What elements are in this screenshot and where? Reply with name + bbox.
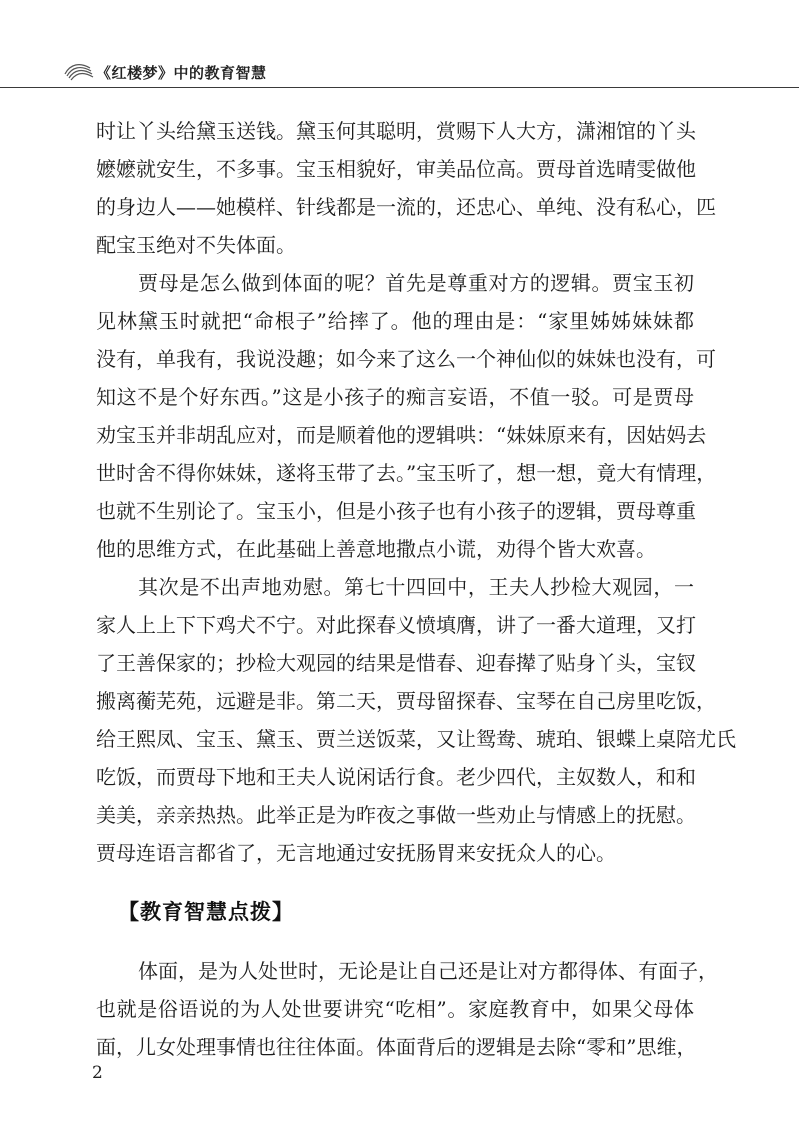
section-heading: 【教育智慧点拨】 bbox=[118, 900, 294, 924]
text-line: 家人上上下下鸡犬不宁。对此探春义愤填膺，讲了一番大道理，又打 bbox=[96, 613, 696, 637]
text-line: 贾母连语言都省了，无言地通过安抚肠胃来安抚众人的心。 bbox=[96, 841, 616, 865]
text-line: 面，儿女处理事情也往往体面。体面背后的逻辑是去除“零和”思维， bbox=[96, 1035, 697, 1059]
text-line: 其次是不出声地劝慰。第七十四回中，王夫人抄检大观园，一 bbox=[138, 575, 694, 599]
text-line: 的身边人——她模样、针线都是一流的，还忠心、单纯、没有私心，匹 bbox=[96, 195, 716, 219]
page-number: 2 bbox=[92, 1063, 103, 1083]
text-line: 体面，是为人处世时，无论是让自己还是让对方都得体、有面子， bbox=[138, 959, 718, 983]
text-line: 了王善保家的；抄检大观园的结果是惜春、迎春撵了贴身丫头，宝钗 bbox=[96, 651, 696, 675]
text-line: 劝宝玉并非胡乱应对，而是顺着他的逻辑哄：“妹妹原来有，因姑妈去 bbox=[96, 423, 707, 447]
text-line: 美美，亲亲热热。此举正是为昨夜之事做一些劝止与情感上的抚慰。 bbox=[96, 803, 696, 827]
text-line: 他的思维方式，在此基础上善意地撒点小谎，劝得个皆大欢喜。 bbox=[96, 537, 656, 561]
header-rule bbox=[0, 87, 799, 88]
text-line: 嬷嬷就安生，不多事。宝玉相貌好，审美品位高。贾母首选晴雯做他 bbox=[96, 157, 696, 181]
page-body bbox=[96, 112, 736, 1066]
text-line: 配宝玉绝对不失体面。 bbox=[96, 233, 296, 257]
text-line: 搬离蘅芜苑，远避是非。第二天，贾母留探春、宝琴在自己房里吃饭， bbox=[96, 689, 716, 713]
text-line: 吃饭，而贾母下地和王夫人说闲话行食。老少四代，主奴数人，和和 bbox=[96, 765, 696, 789]
paragraph bbox=[96, 952, 718, 1066]
text-line: 世时舍不得你妹妹，遂将玉带了去。”宝玉听了，想一想，竟大有情理， bbox=[96, 461, 717, 485]
text-line: 也就是俗语说的为人处世要讲究“吃相”。家庭教育中，如果父母体 bbox=[96, 997, 694, 1021]
book-logo-icon bbox=[62, 60, 96, 82]
text-line: 贾母是怎么做到体面的呢？首先是尊重对方的逻辑。贾宝玉初 bbox=[138, 271, 694, 295]
text-line: 没有，单我有，我说没趣；如今来了这么一个神仙似的妹妹也没有，可 bbox=[96, 347, 716, 371]
book-title: 《红楼梦》中的教育智慧 bbox=[96, 64, 267, 82]
paragraph bbox=[96, 112, 716, 264]
text-line: 知这不是个好东西。”这是小孩子的痴言妄语，不值一驳。可是贾母 bbox=[96, 385, 694, 409]
paragraph bbox=[96, 568, 736, 872]
text-line: 也就不生别论了。宝玉小，但是小孩子也有小孩子的逻辑，贾母尊重 bbox=[96, 499, 696, 523]
paragraph bbox=[96, 264, 717, 568]
text-line: 给王熙凤、宝玉、黛玉、贾兰送饭菜，又让鸳鸯、琥珀、银蝶上桌陪尤氏 bbox=[96, 727, 736, 751]
running-header bbox=[0, 58, 799, 88]
text-line: 见林黛玉时就把“命根子”给摔了。他的理由是：“家里姊姊妹妹都 bbox=[96, 309, 694, 333]
text-line: 时让丫头给黛玉送钱。黛玉何其聪明，赏赐下人大方，潇湘馆的丫头 bbox=[96, 119, 696, 143]
